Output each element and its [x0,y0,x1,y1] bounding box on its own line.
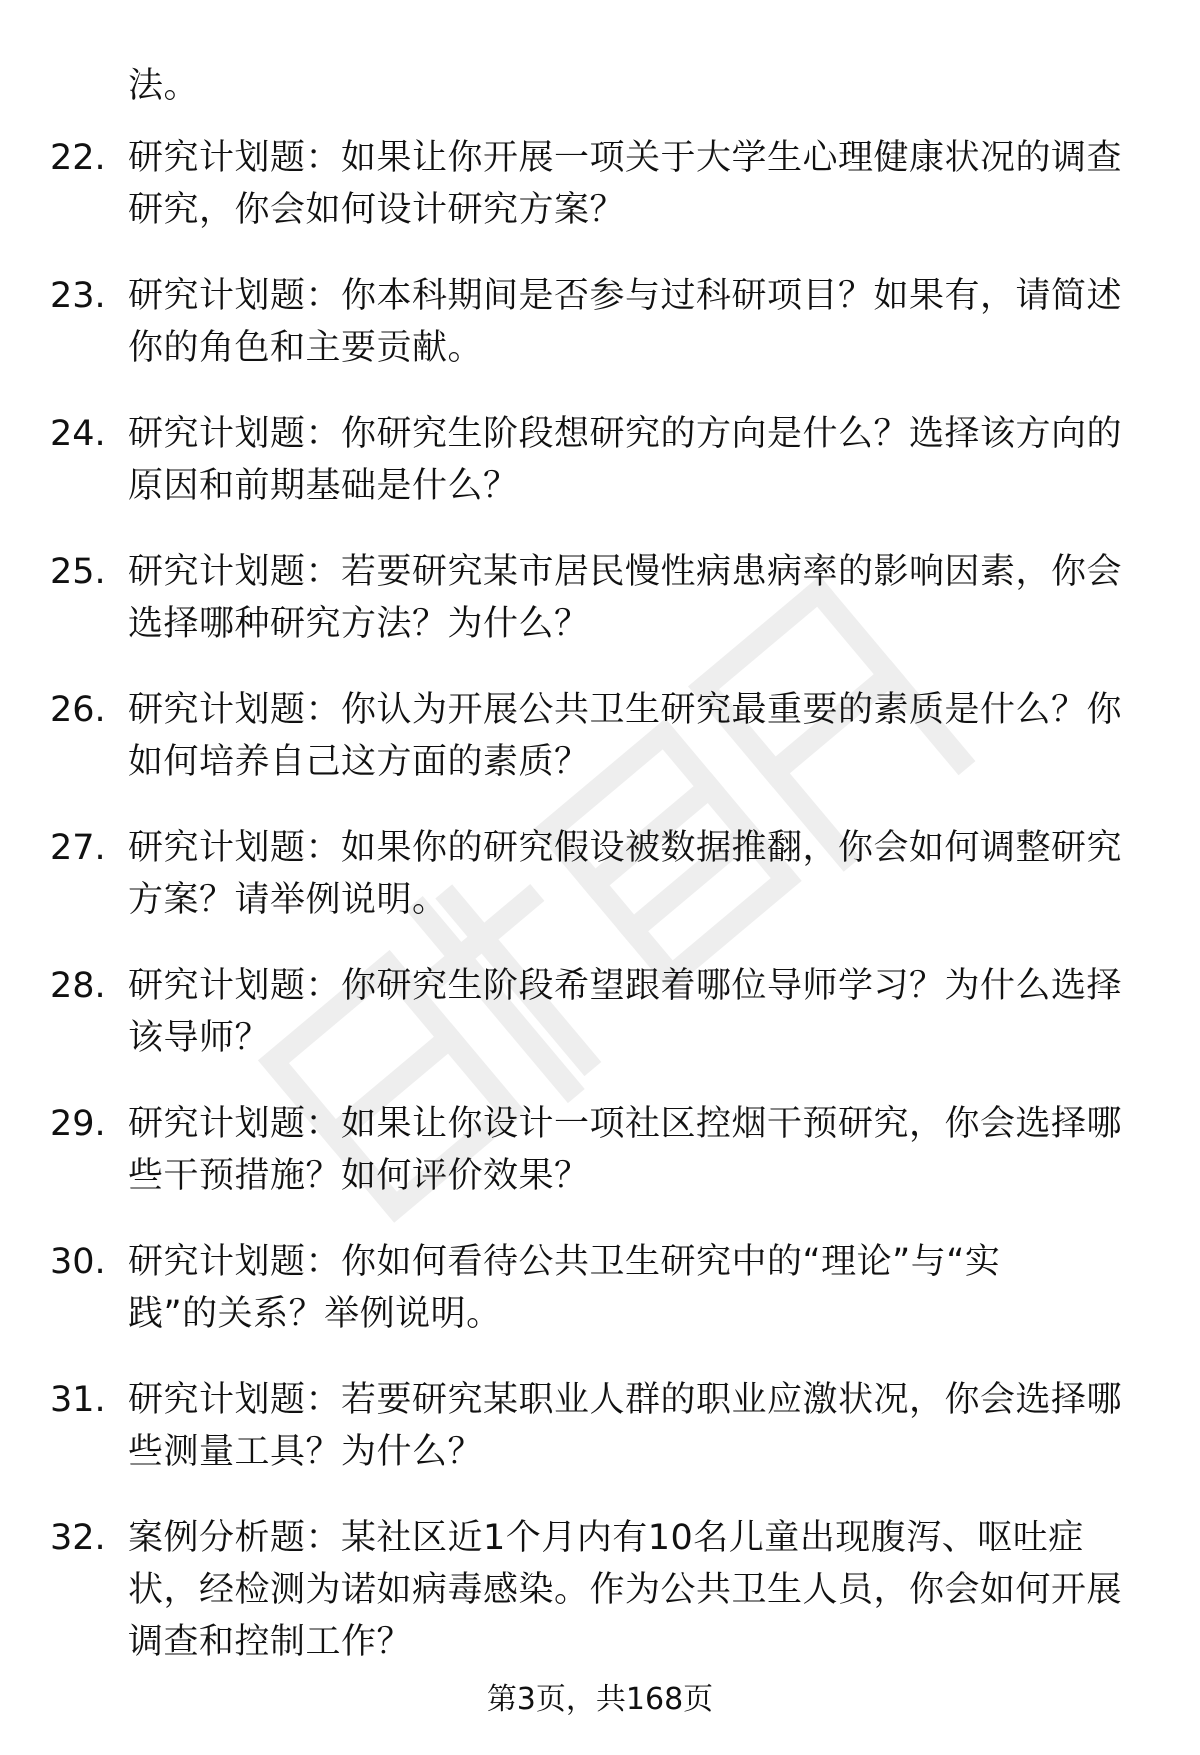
question-item-24 [0,408,1200,546]
question-line: 研究计划题：如果让你设计一项社区控烟干预研究，你会选择哪 [128,1104,1123,1144]
question-text [128,408,1138,512]
question-number: 27. [50,828,106,868]
question-line: 些测量工具？为什么？ [128,1432,484,1472]
question-text [128,1374,1138,1478]
question-line: 如何培养自己这方面的素质？ [128,742,590,782]
question-line: 研究，你会如何设计研究方案？ [128,190,626,230]
question-line: 研究计划题：若要研究某职业人群的职业应激状况，你会选择哪 [128,1380,1123,1420]
question-line: 选择哪种研究方法？为什么？ [128,604,590,644]
question-line: 研究计划题：如果你的研究假设被数据推翻，你会如何调整研究 [128,828,1123,868]
question-number: 28. [50,966,106,1006]
question-number: 29. [50,1104,106,1144]
question-item-23 [0,270,1200,408]
question-number: 31. [50,1380,106,1420]
question-item-22 [0,132,1200,270]
question-number: 22. [50,138,106,178]
question-line: 案例分析题：某社区近1个月内有10名儿童出现腹泻、呕吐症 [128,1518,1084,1558]
question-item-29 [0,1098,1200,1236]
question-item-28 [0,960,1200,1098]
question-item-30 [0,1236,1200,1374]
question-line: 该导师？ [128,1018,271,1058]
page-footer: 第3页，共168页 [486,1682,714,1717]
question-list [0,132,1200,1702]
question-text [128,1236,1138,1340]
question-number: 32. [50,1518,106,1558]
question-number: 26. [50,690,106,730]
continuation-text: 法。 [128,66,200,106]
question-item-32 [0,1512,1200,1702]
question-line: 方案？请举例说明。 [128,880,448,920]
question-text [128,1098,1138,1202]
question-line: 研究计划题：若要研究某市居民慢性病患病率的影响因素，你会 [128,552,1123,592]
question-line: 状，经检测为诺如病毒感染。作为公共卫生人员，你会如何开展 [128,1570,1123,1610]
question-line: 研究计划题：你如何看待公共卫生研究中的“理论”与“实 [128,1242,1001,1282]
question-item-26 [0,684,1200,822]
question-line: 些干预措施？如何评价效果？ [128,1156,590,1196]
question-text [128,960,1138,1064]
question-text [128,684,1138,788]
question-item-31 [0,1374,1200,1512]
question-number: 24. [50,414,106,454]
question-text [128,546,1138,650]
question-number: 25. [50,552,106,592]
question-line: 研究计划题：你认为开展公共卫生研究最重要的素质是什么？你 [128,690,1123,730]
question-text [128,1512,1138,1668]
question-line: 研究计划题：你研究生阶段希望跟着哪位导师学习？为什么选择 [128,966,1123,1006]
question-line: 研究计划题：如果让你开展一项关于大学生心理健康状况的调查 [128,138,1123,178]
question-line: 研究计划题：你研究生阶段想研究的方向是什么？选择该方向的 [128,414,1123,454]
question-text [128,822,1138,926]
question-text [128,132,1138,236]
question-text [128,270,1138,374]
question-line: 你的角色和主要贡献。 [128,328,484,368]
question-line: 践”的关系？举例说明。 [128,1294,502,1334]
question-number: 30. [50,1242,106,1282]
question-number: 23. [50,276,106,316]
question-item-25 [0,546,1200,684]
question-line: 原因和前期基础是什么？ [128,466,519,506]
question-item-27 [0,822,1200,960]
question-line: 研究计划题：你本科期间是否参与过科研项目？如果有，请简述 [128,276,1123,316]
question-line: 调查和控制工作？ [128,1622,413,1662]
